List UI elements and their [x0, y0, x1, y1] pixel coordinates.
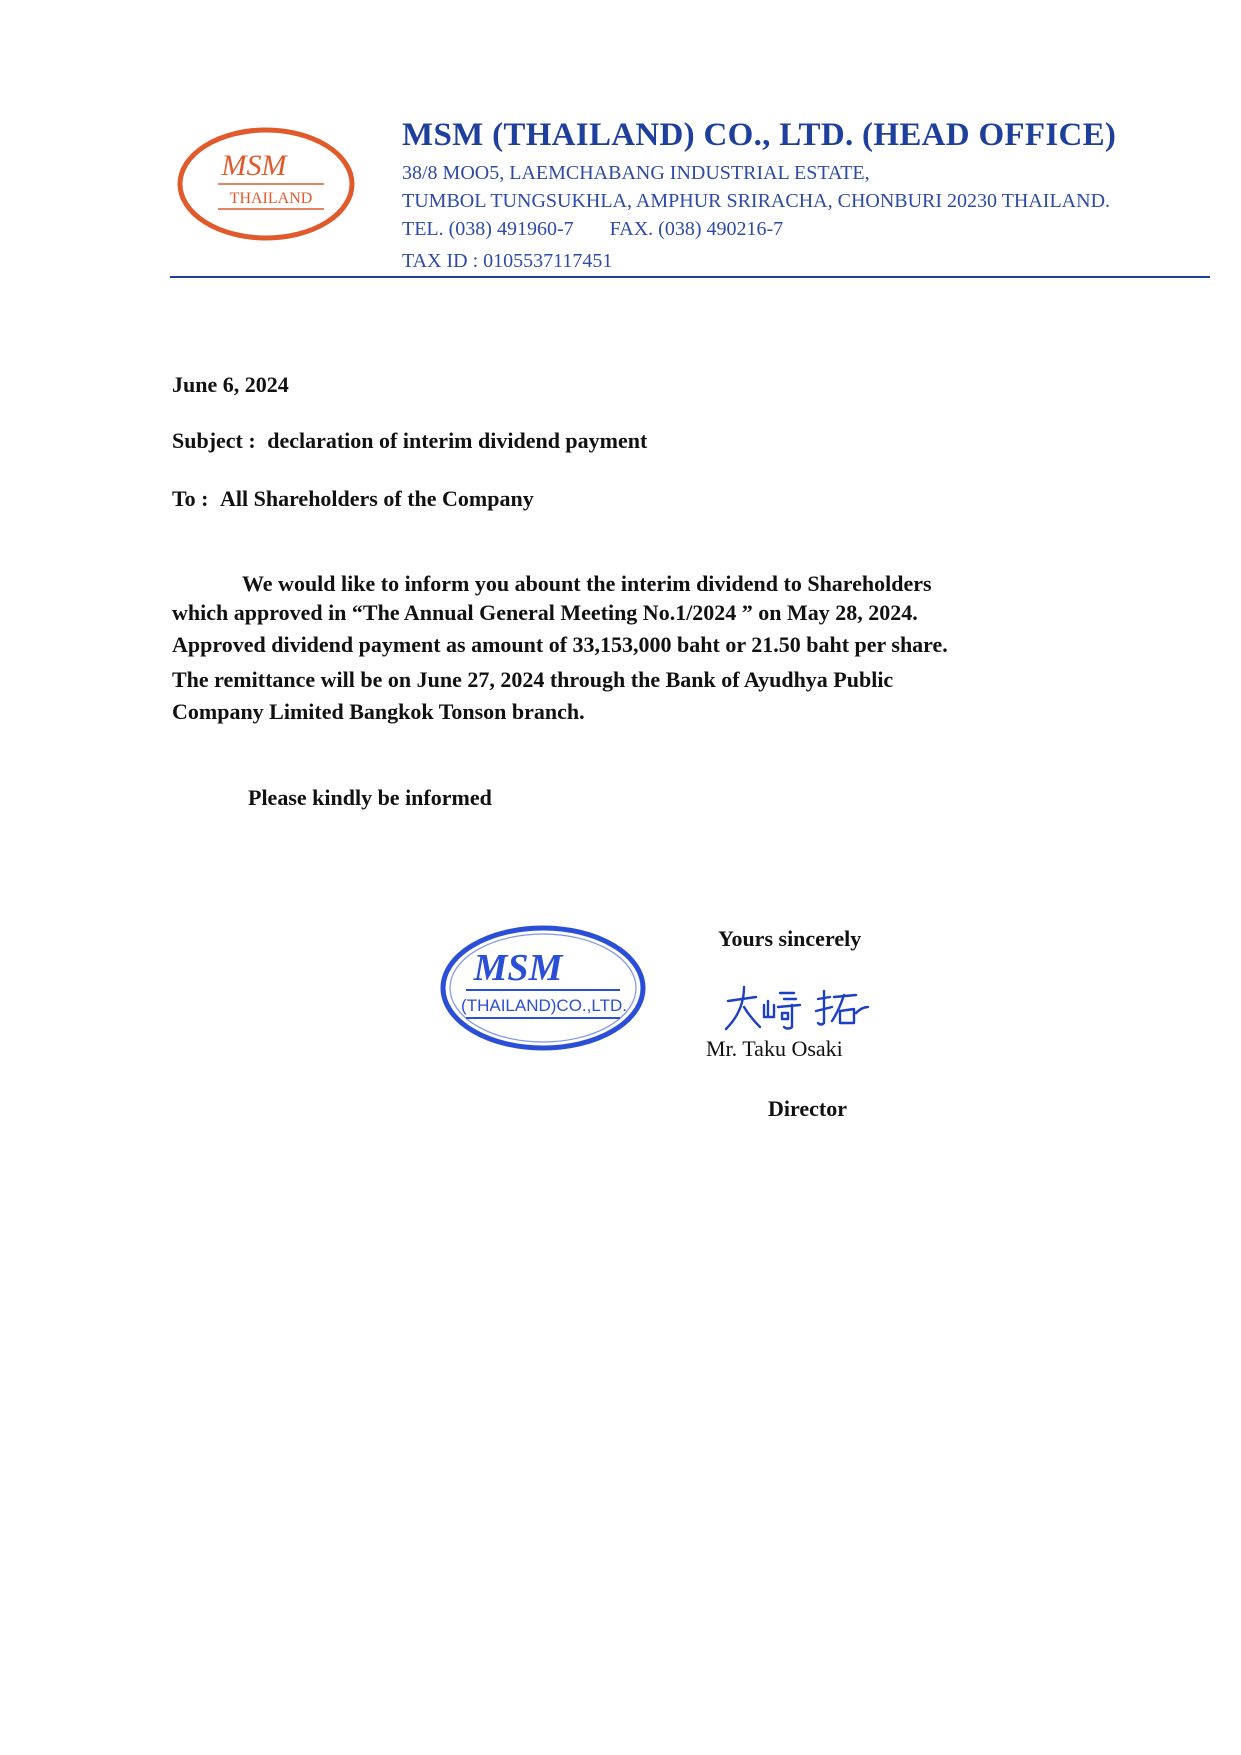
fax-number: FAX. (038) 490216-7	[609, 218, 784, 240]
logo-text-thailand: THAILAND	[229, 190, 313, 207]
letter-date: June 6, 2024	[172, 372, 289, 397]
telephone-number: TEL. (038) 491960-7	[402, 218, 574, 240]
subject-label: Subject :	[172, 428, 256, 453]
tax-id: TAX ID : 0105537117451	[402, 250, 613, 272]
stamp-text-company: (THAILAND)CO.,LTD.	[461, 996, 627, 1015]
company-stamp	[438, 922, 648, 1056]
logo-text-msm: MSM	[221, 149, 287, 182]
stamp-text-msm: MSM	[473, 947, 563, 989]
company-name: MSM (THAILAND) CO., LTD. (HEAD OFFICE)	[402, 117, 1117, 153]
signer-name: Mr. Taku Osaki	[706, 1036, 843, 1061]
body-line-4: The remittance will be on June 27, 2024 through the Bank of Ayudhya Public	[172, 667, 894, 692]
body-line-1: We would like to inform you abount the interim dividend to Shareholders	[242, 571, 932, 596]
recipient-label: To :	[172, 486, 209, 511]
contact-line	[402, 218, 783, 241]
closing-note: Please kindly be informed	[248, 785, 492, 810]
address-line-1: 38/8 MOO5, LAEMCHABANG INDUSTRIAL ESTATE,	[402, 162, 870, 184]
recipient-line	[172, 486, 534, 512]
letterhead-divider	[170, 276, 1210, 278]
body-line-3: Approved dividend payment as amount of 33,153,000 baht or 21.50 baht per share.	[172, 632, 948, 657]
handwritten-signature	[720, 983, 870, 1035]
recipient-text: All Shareholders of the Company	[219, 486, 534, 511]
body-line-2: which approved in “The Annual General Meeting No.1/2024 ” on May 28, 2024.	[172, 600, 918, 625]
subject-text: declaration of interim dividend payment	[267, 428, 648, 453]
subject-line	[172, 428, 647, 454]
body-line-5: Company Limited Bangkok Tonson branch.	[172, 699, 585, 724]
signer-title: Director	[768, 1096, 847, 1121]
closing-salutation: Yours sincerely	[718, 926, 862, 951]
address-line-2: TUMBOL TUNGSUKHLA, AMPHUR SRIRACHA, CHONBURI 20230 THAILAND.	[402, 190, 1111, 212]
company-logo	[176, 125, 356, 243]
